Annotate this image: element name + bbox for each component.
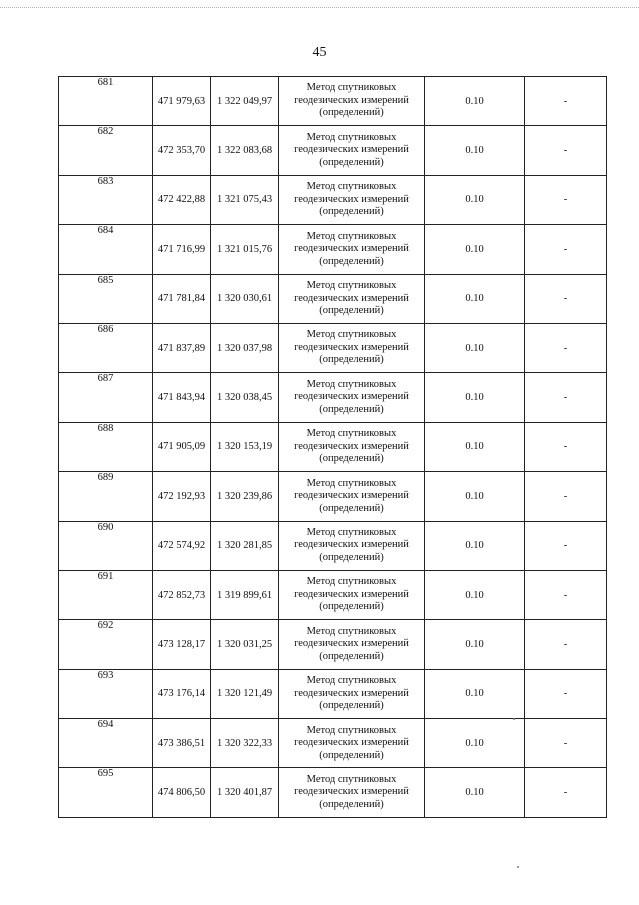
method-line: (определений) bbox=[319, 650, 384, 662]
coordinate-y-cell: 1 320 322,33 bbox=[211, 719, 279, 768]
method-line: геодезических измерений bbox=[294, 292, 409, 304]
accuracy-cell: 0.10 bbox=[425, 719, 525, 768]
method-line: Метод спутниковых bbox=[306, 576, 397, 588]
table-row bbox=[59, 719, 607, 768]
method-line: геодезических измерений bbox=[294, 638, 409, 650]
note-cell: - bbox=[525, 620, 607, 669]
point-number-cell: 681 bbox=[59, 77, 153, 126]
method-line: Метод спутниковых bbox=[306, 526, 397, 538]
coordinate-x-cell: 472 852,73 bbox=[153, 570, 211, 619]
coordinate-y-cell: 1 321 075,43 bbox=[211, 175, 279, 224]
method-cell bbox=[279, 669, 425, 718]
accuracy-cell: 0.10 bbox=[425, 620, 525, 669]
method-cell bbox=[279, 768, 425, 817]
point-number-cell: 688 bbox=[59, 422, 153, 471]
method-line: Метод спутниковых bbox=[306, 724, 397, 736]
table-row bbox=[59, 472, 607, 521]
method-cell bbox=[279, 274, 425, 323]
coordinate-y-cell: 1 320 031,25 bbox=[211, 620, 279, 669]
method-line: геодезических измерений bbox=[294, 786, 409, 798]
coordinates-table-body bbox=[59, 77, 607, 818]
coordinates-table bbox=[58, 76, 607, 818]
method-line: геодезических измерений bbox=[294, 490, 409, 502]
point-number-cell: 682 bbox=[59, 126, 153, 175]
method-line: (определений) bbox=[319, 255, 384, 267]
table-row bbox=[59, 669, 607, 718]
accuracy-cell: 0.10 bbox=[425, 669, 525, 718]
coordinate-y-cell: 1 320 153,19 bbox=[211, 422, 279, 471]
method-line: Метод спутниковых bbox=[306, 280, 397, 291]
point-number-cell: 690 bbox=[59, 521, 153, 570]
note-cell: - bbox=[525, 669, 607, 718]
method-line: Метод спутниковых bbox=[306, 625, 397, 637]
table-row bbox=[59, 422, 607, 471]
accuracy-cell: 0.10 bbox=[425, 373, 525, 422]
coordinate-x-cell: 471 716,99 bbox=[153, 225, 211, 274]
method-line: геодезических измерений bbox=[294, 243, 409, 255]
method-cell bbox=[279, 521, 425, 570]
coordinate-y-cell: 1 320 037,98 bbox=[211, 323, 279, 372]
method-line: геодезических измерений bbox=[294, 94, 409, 106]
coordinate-x-cell: 471 905,09 bbox=[153, 422, 211, 471]
method-cell bbox=[279, 225, 425, 274]
method-line: геодезических измерений bbox=[294, 737, 409, 749]
page-number: 45 bbox=[312, 45, 327, 60]
method-line: геодезических измерений bbox=[294, 341, 409, 353]
coordinate-x-cell: 474 806,50 bbox=[153, 768, 211, 817]
note-cell: - bbox=[525, 422, 607, 471]
accuracy-cell: 0.10 bbox=[425, 570, 525, 619]
method-cell bbox=[279, 570, 425, 619]
note-cell: - bbox=[525, 373, 607, 422]
point-number-cell: 691 bbox=[59, 570, 153, 619]
note-cell: - bbox=[525, 719, 607, 768]
method-line: геодезических измерений bbox=[294, 539, 409, 551]
accuracy-cell: 0.10 bbox=[425, 323, 525, 372]
coordinate-y-cell: 1 321 015,76 bbox=[211, 225, 279, 274]
method-cell bbox=[279, 422, 425, 471]
method-line: геодезических измерений bbox=[294, 391, 409, 403]
method-cell bbox=[279, 472, 425, 521]
coordinate-x-cell: 472 353,70 bbox=[153, 126, 211, 175]
method-cell bbox=[279, 373, 425, 422]
accuracy-cell: 0.10 bbox=[425, 521, 525, 570]
method-line: (определений) bbox=[319, 453, 384, 465]
note-cell: - bbox=[525, 77, 607, 126]
coordinate-y-cell: 1 319 899,61 bbox=[211, 570, 279, 619]
accuracy-cell: 0.10 bbox=[425, 422, 525, 471]
method-line: (определений) bbox=[319, 354, 384, 366]
method-line: (определений) bbox=[319, 502, 384, 514]
method-line: геодезических измерений bbox=[294, 193, 409, 205]
method-line: Метод спутниковых bbox=[306, 773, 397, 785]
method-cell bbox=[279, 77, 425, 126]
method-line: (определений) bbox=[319, 305, 384, 316]
accuracy-cell: 0.10 bbox=[425, 175, 525, 224]
method-line: Метод спутниковых bbox=[306, 329, 397, 341]
table-row bbox=[59, 175, 607, 224]
point-number-cell: 689 bbox=[59, 472, 153, 521]
method-line: (определений) bbox=[319, 403, 384, 415]
table-row bbox=[59, 77, 607, 126]
accuracy-cell: 0.10 bbox=[425, 472, 525, 521]
point-number-cell: 684 bbox=[59, 225, 153, 274]
method-line: геодезических измерений bbox=[294, 144, 409, 156]
method-line: (определений) bbox=[319, 798, 384, 810]
coordinate-x-cell: 471 843,94 bbox=[153, 373, 211, 422]
method-line: (определений) bbox=[319, 156, 384, 168]
note-cell: - bbox=[525, 472, 607, 521]
point-number-cell: 687 bbox=[59, 373, 153, 422]
point-number-cell: 694 bbox=[59, 719, 153, 768]
note-cell: - bbox=[525, 126, 607, 175]
table-row bbox=[59, 768, 607, 817]
note-cell: - bbox=[525, 570, 607, 619]
note-cell: - bbox=[525, 768, 607, 817]
point-number-cell: 683 bbox=[59, 175, 153, 224]
method-line: Метод спутниковых bbox=[306, 378, 397, 390]
method-line: Метод спутниковых bbox=[306, 428, 397, 440]
table-row bbox=[59, 225, 607, 274]
method-line: (определений) bbox=[319, 107, 384, 119]
point-number-cell: 692 bbox=[59, 620, 153, 669]
accuracy-cell: 0.10 bbox=[425, 126, 525, 175]
accuracy-cell: 0.10 bbox=[425, 768, 525, 817]
accuracy-cell: 0.10 bbox=[425, 274, 525, 323]
method-line: геодезических измерений bbox=[294, 687, 409, 699]
method-cell bbox=[279, 175, 425, 224]
method-cell bbox=[279, 620, 425, 669]
scan-speck bbox=[517, 866, 519, 868]
coordinate-y-cell: 1 320 239,86 bbox=[211, 472, 279, 521]
table-row bbox=[59, 521, 607, 570]
note-cell: - bbox=[525, 225, 607, 274]
accuracy-cell: 0.10 bbox=[425, 77, 525, 126]
method-cell bbox=[279, 323, 425, 372]
method-line: (определений) bbox=[319, 700, 384, 712]
coordinate-x-cell: 473 386,51 bbox=[153, 719, 211, 768]
coordinate-x-cell: 473 128,17 bbox=[153, 620, 211, 669]
coordinate-y-cell: 1 322 049,97 bbox=[211, 77, 279, 126]
coordinate-y-cell: 1 320 030,61 bbox=[211, 274, 279, 323]
point-number-cell: 693 bbox=[59, 669, 153, 718]
method-line: геодезических измерений bbox=[294, 588, 409, 600]
point-number-cell: 695 bbox=[59, 768, 153, 817]
method-line: (определений) bbox=[319, 601, 384, 613]
point-number-cell: 686 bbox=[59, 323, 153, 372]
method-line: (определений) bbox=[319, 749, 384, 761]
method-line: Метод спутниковых bbox=[306, 675, 397, 687]
method-line: Метод спутниковых bbox=[306, 230, 397, 242]
note-cell: - bbox=[525, 274, 607, 323]
coordinate-x-cell: 472 574,92 bbox=[153, 521, 211, 570]
coordinate-x-cell: 471 979,63 bbox=[153, 77, 211, 126]
table-row bbox=[59, 323, 607, 372]
method-line: Метод спутниковых bbox=[306, 181, 397, 193]
coordinate-x-cell: 473 176,14 bbox=[153, 669, 211, 718]
coordinate-y-cell: 1 322 083,68 bbox=[211, 126, 279, 175]
note-cell: - bbox=[525, 175, 607, 224]
note-cell: - bbox=[525, 323, 607, 372]
coordinate-y-cell: 1 320 038,45 bbox=[211, 373, 279, 422]
method-line: (определений) bbox=[319, 206, 384, 218]
table-row bbox=[59, 274, 607, 323]
method-line: Метод спутниковых bbox=[306, 477, 397, 489]
coordinate-x-cell: 471 837,89 bbox=[153, 323, 211, 372]
coordinate-x-cell: 472 422,88 bbox=[153, 175, 211, 224]
accuracy-cell: 0.10 bbox=[425, 225, 525, 274]
coordinate-y-cell: 1 320 121,49 bbox=[211, 669, 279, 718]
method-line: Метод спутниковых bbox=[306, 131, 397, 143]
note-cell: - bbox=[525, 521, 607, 570]
method-line: Метод спутниковых bbox=[306, 82, 397, 94]
scan-speck bbox=[513, 718, 515, 720]
point-number-cell: 685 bbox=[59, 274, 153, 323]
coordinate-x-cell: 471 781,84 bbox=[153, 274, 211, 323]
table-row bbox=[59, 126, 607, 175]
table-row bbox=[59, 570, 607, 619]
coordinate-y-cell: 1 320 401,87 bbox=[211, 768, 279, 817]
coordinate-x-cell: 472 192,93 bbox=[153, 472, 211, 521]
table-row bbox=[59, 373, 607, 422]
coordinate-y-cell: 1 320 281,85 bbox=[211, 521, 279, 570]
method-cell bbox=[279, 126, 425, 175]
method-line: геодезических измерений bbox=[294, 440, 409, 452]
table-row bbox=[59, 620, 607, 669]
method-cell bbox=[279, 719, 425, 768]
scan-top-edge bbox=[0, 7, 639, 8]
method-line: (определений) bbox=[319, 551, 384, 563]
